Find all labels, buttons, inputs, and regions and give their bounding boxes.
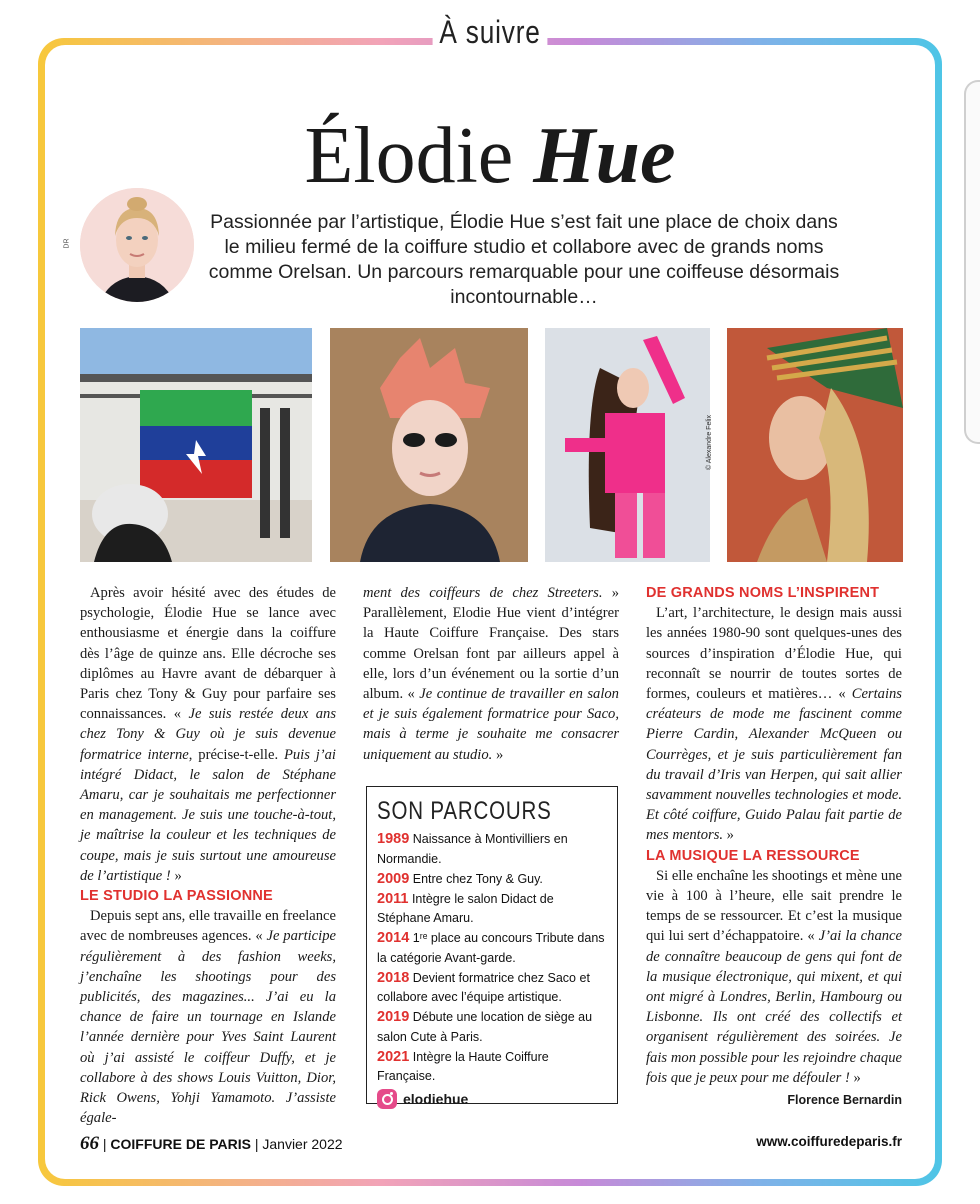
title-last-name: Hue (533, 112, 676, 200)
photo-building-flag (80, 328, 312, 562)
parcours-box (366, 786, 618, 1107)
section-kicker: À suivre (433, 14, 548, 51)
parcours-item: 2021 Intègre la Haute Coiffure Française. (377, 1048, 549, 1083)
portrait-photo (80, 188, 194, 302)
parcours-item: 2019 Débute une location de siège au salon Cute à Paris. (377, 1009, 593, 1044)
instagram-handle-row[interactable] (377, 1089, 609, 1109)
parcours-item: 1989 Naissance à Montivilliers en Normandie. (377, 831, 568, 866)
parcours-item: 2014 1ʳᵉ place au concours Tribute dans la catégorie Avant-garde. (377, 930, 605, 965)
photo-pink-outfit (545, 328, 710, 562)
photo-credit: © Alexandre Felix (706, 415, 713, 470)
instagram-handle[interactable]: elodiehue (403, 1090, 469, 1107)
magazine-name: COIFFURE DE PARIS (110, 1136, 251, 1152)
parcours-item: 2009 Entre chez Tony & Guy. (377, 870, 543, 887)
page-footer-left: 66 | COIFFURE DE PARIS | Janvier 2022 (80, 1133, 343, 1154)
title-first-name: Élodie (304, 112, 514, 200)
article-column-1: Après avoir hésité avec des études de psychologie, Élodie Hue se lance avec enthousiasme et énergie dans la coiffure dès l’âge de quinze ans. Elle décroche ses diplômes au Havre avant de débarquer à Paris chez Tony & Guy pour parfaire ses connaissances. « Je suis restée deux ans chez Tony & Guy où je suis devenue formatrice interne, précise-t-elle. Puis j’ai intégré Didact, le salon de Stéphane Amaru, car je souhaitais me perfectionner en management. Je suis une touche-à-tout, je maîtrise la couleur et les techniques de coupe, mais je suis surtout une amoureuse de l’artistique ! » LE STUDIO LA PASSIONNE Depuis sept ans, elle travaille en freelance avec de nombreuses agences. « Je participe régulièrement à des fashion weeks, j’enchaîne les shootings pour des publicités, des magazines... J’ai eu la chance de faire un tournage en Islande l’année dernière pour Yves Saint Laurent où j’ai assisté le coiffeur Duffy, et je collabore à des shows Louis Vuitton, Dior, Rick Owens, Yohji Yamamoto. J’assiste égale- (80, 585, 336, 1127)
author-signature: Florence Bernardin (787, 1093, 902, 1108)
intro-paragraph: Passionnée par l’artistique, Élodie Hue s’est fait une place de choix dans le milieu fermé de la coiffure studio et collabore avec de grands noms comme Orelsan. Un parcours remarquable pour une coiffeuse désormais incontournable… (208, 211, 840, 308)
photo-braided-hair (727, 328, 903, 562)
article-column-3: DE GRANDS NOMS L’INSPIRENT L’art, l’architecture, le design mais aussi les années 1980-90 sont quelques-unes des sources d’inspiration d’Élodie Hue, qui reconnaît se nourrir de toutes sortes de formes, couleurs et matières… « Certains créateurs de mode me fascinent comme Pierre Cardin, Alexander McQueen ou Courrèges, et je suis particulièrement fan du travail d’Iris van Herpen, qui sait allier savamment nouvelles technologies et mode. Et côté coiffure, Guido Palau fait partie de mes mentors. » LA MUSIQUE LA RESSOURCE Si elle enchaîne les shootings et mène une vie à 100 à l’heure, elle sait prendre le temps de se ressourcer. Et c’est la musique qui lui sert d’échappatoire. « J’ai la chance de connaître beaucoup de gens qui font de la musique électronique, qui mixent, et qui ont migré à Londres, Berlin, Hambourg ou Lisbonne. Ils ont créé des collectifs et organisent régulièrement des soirées. Je fais mon possible pour les rejoindre chaque fois que je peux pour me défouler ! » Florence Bernardin (646, 583, 902, 1110)
parcours-item: 2018 Devient formatrice chez Saco et collabore avec l’équipe artistique. (377, 969, 590, 1004)
parcours-item: 2011 Intègre le salon Didact de Stéphane Amaru. (377, 890, 554, 925)
photo-pink-hair (330, 328, 528, 562)
parcours-title: SON PARCOURS (377, 797, 552, 825)
website-link[interactable]: www.coiffuredeparis.fr (756, 1134, 902, 1149)
subhead-studio: LE STUDIO LA PASSIONNE (80, 888, 273, 905)
portrait-credit: DR (63, 238, 71, 249)
instagram-icon (377, 1089, 397, 1109)
article-column-2: ment des coiffeurs de chez Streeters. » Parallèlement, Elodie Hue vient d’intégrer la Haute Coiffure Française. Des stars comme Orelsan font par ailleurs appel à elle, lors d’un événement ou la sortie d’un album. « Je continue de travailler en salon et je suis également formatrice pour Saco, mais à terme je souhaite me consacrer uniquement au studio. » (363, 585, 619, 763)
subhead-inspiration: DE GRANDS NOMS L’INSPIRENT (646, 585, 880, 601)
page-number: 66 (80, 1133, 99, 1154)
issue-date: Janvier 2022 (262, 1136, 343, 1152)
subhead-music: LA MUSIQUE LA RESSOURCE (646, 847, 860, 864)
